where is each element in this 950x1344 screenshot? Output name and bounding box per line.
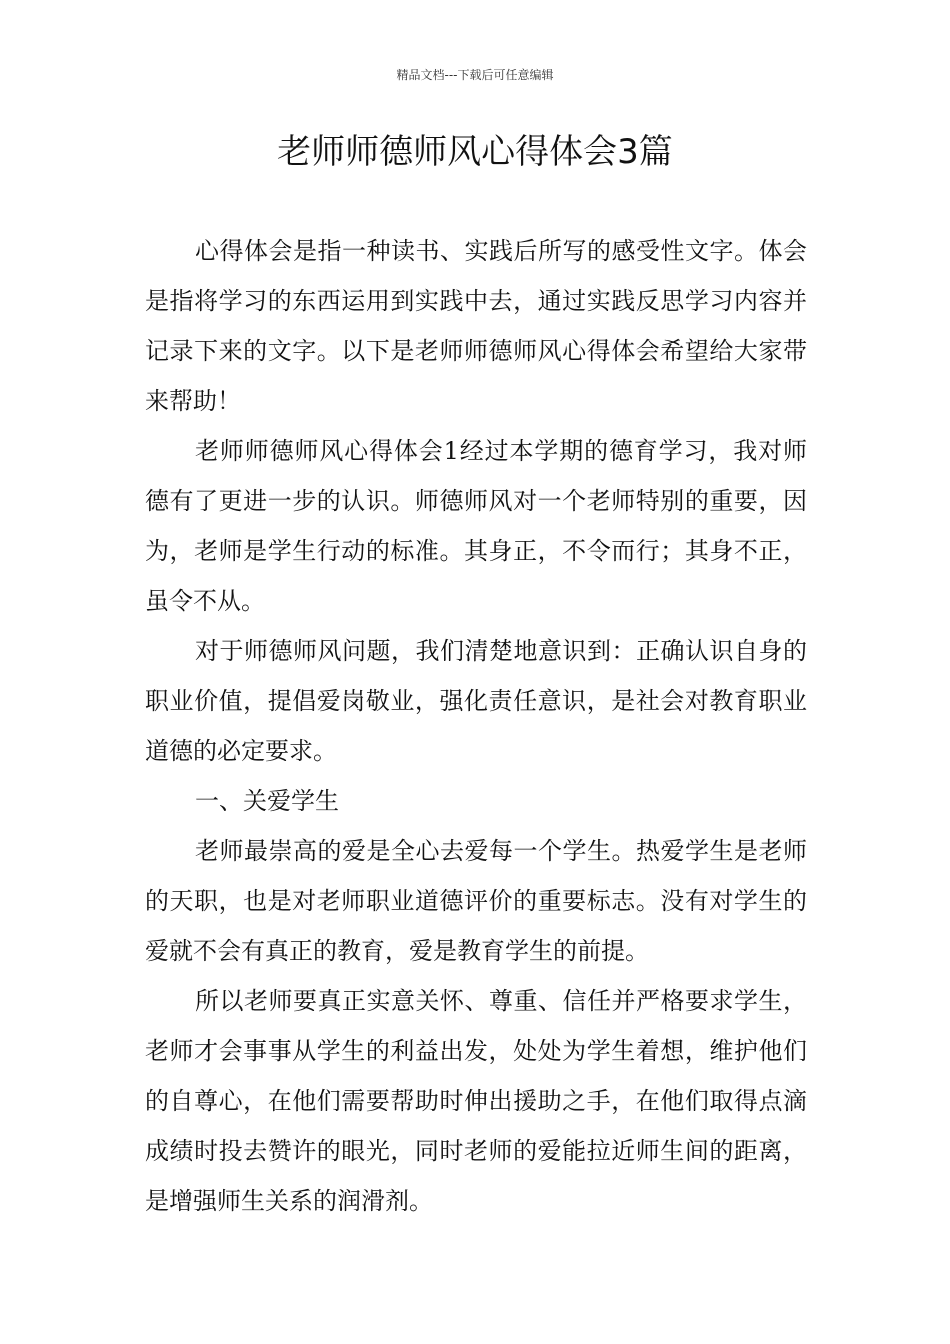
paragraph-experience-1: 老师师德师风心得体会1经过本学期的德育学习，我对师德有了更进一步的认识。师德师风对一个老师特别的重要，因为，老师是学生行动的标准。其身正，不令而行；其身不正，虽令不从。: [145, 437, 807, 615]
paragraph-respect-trust: 所以老师要真正实意关怀、尊重、信任并严格要求学生，老师才会事事从学生的利益出发，处处为学生着想，维护他们的自尊心，在他们需要帮助时伸出援助之手，在他们取得点滴成绩时投去赞许的眼光，同时老师的爱能拉近师生间的距离，是增强师生关系的润滑剂。: [145, 987, 807, 1215]
paragraph-intro: 心得体会是指一种读书、实践后所写的感受性文字。体会是指将学习的东西运用到实践中去，通过实践反思学习内容并记录下来的文字。以下是老师师德师风心得体会希望给大家带来帮助！: [145, 237, 807, 415]
section-heading-care-students: 一、关爱学生: [195, 787, 339, 815]
document-body: [145, 226, 807, 1226]
paragraph-love-students: 老师最崇高的爱是全心去爱每一个学生。热爱学生是老师的天职，也是对老师职业道德评价的重要标志。没有对学生的爱就不会有真正的教育，爱是教育学生的前提。: [145, 837, 807, 965]
header-note: 精品文档---下载后可任意编辑: [396, 68, 554, 82]
paragraph-awareness: 对于师德师风问题，我们清楚地意识到：正确认识自身的职业价值，提倡爱岗敬业，强化责任意识，是社会对教育职业道德的必定要求。: [145, 637, 807, 765]
document-title: 老师师德师风心得体会3篇: [277, 132, 673, 172]
